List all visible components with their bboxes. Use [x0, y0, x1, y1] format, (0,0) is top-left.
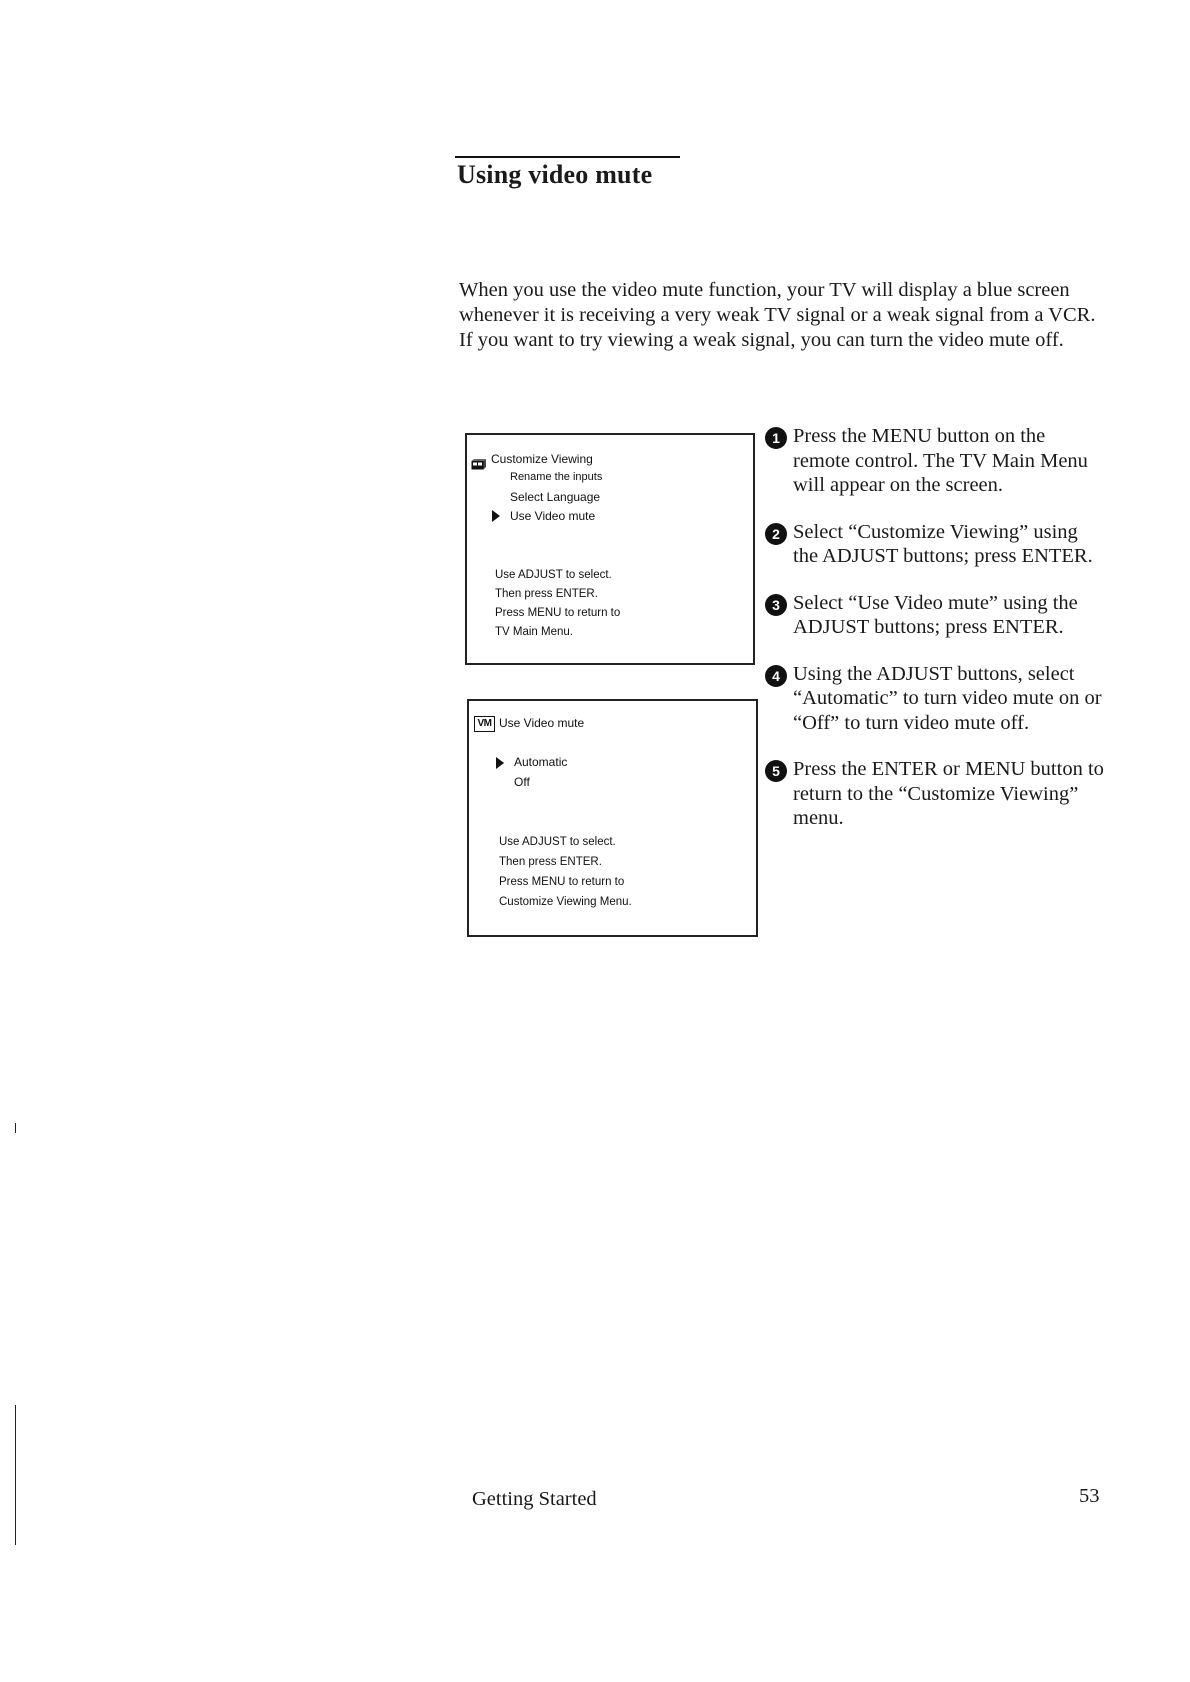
- osd-help-line: Press MENU to return to: [499, 876, 625, 888]
- step-list: [765, 424, 1105, 853]
- osd-header: Customize Viewing: [491, 452, 593, 466]
- selection-arrow-icon: [496, 757, 504, 769]
- step-number-icon: 2: [765, 523, 787, 545]
- selection-arrow-icon: [492, 510, 500, 522]
- step-text: Press the MENU button on the remote control. The TV Main Menu will appear on the screen.: [793, 425, 1088, 496]
- step-text: Select “Use Video mute” using the ADJUST buttons; press ENTER.: [793, 591, 1078, 638]
- step-number-icon: 4: [765, 665, 787, 687]
- osd-menu-item: Rename the inputs: [510, 471, 603, 483]
- video-mute-icon: VM: [474, 716, 495, 732]
- step-1: [765, 424, 1105, 498]
- step-text: Select “Customize Viewing” using the ADJUST buttons; press ENTER.: [793, 520, 1093, 567]
- osd-help-line: Then press ENTER.: [495, 588, 598, 600]
- step-number-icon: 5: [765, 760, 787, 782]
- osd-menu-item: Select Language: [510, 490, 601, 504]
- customize-icon: [471, 459, 486, 470]
- binding-edge-mark: [15, 1405, 16, 1545]
- osd-help-line: Use ADJUST to select.: [495, 569, 612, 581]
- binding-edge-mark: [15, 1124, 16, 1132]
- step-3: [765, 591, 1105, 640]
- osd-option-selected: Automatic: [514, 755, 568, 769]
- title-rule: [455, 156, 680, 158]
- osd-customize-viewing: [465, 433, 755, 665]
- step-text: Press the ENTER or MENU button to return to the “Customize Viewing” menu.: [793, 758, 1104, 829]
- step-number-icon: 1: [765, 427, 787, 449]
- osd-help-line: Then press ENTER.: [499, 856, 602, 868]
- step-2: [765, 520, 1105, 569]
- footer-section-name: Getting Started: [472, 1488, 597, 1510]
- osd-use-video-mute: [467, 699, 758, 937]
- step-5: [765, 757, 1105, 831]
- intro-paragraph: When you use the video mute function, your TV will display a blue screen whenever it is receiving a very weak TV signal or a weak signal from a VCR. If you want to try viewing a weak signal, you can turn the video mute off.: [459, 279, 1096, 351]
- osd-menu-item-selected: Use Video mute: [510, 509, 596, 523]
- section-title: Using video mute: [457, 160, 653, 189]
- osd-option: Off: [514, 775, 530, 789]
- osd-header: Use Video mute: [499, 716, 585, 730]
- page-number: 53: [1079, 1485, 1100, 1507]
- osd-help-line: Press MENU to return to: [495, 607, 621, 619]
- osd-help-line: Customize Viewing Menu.: [499, 896, 632, 908]
- osd-help-line: Use ADJUST to select.: [499, 836, 616, 848]
- step-text: Using the ADJUST buttons, select “Automatic” to turn video mute on or “Off” to turn video mute off.: [793, 662, 1102, 734]
- step-number-icon: 3: [765, 594, 787, 616]
- osd-help-line: TV Main Menu.: [495, 626, 573, 638]
- step-4: [765, 662, 1105, 736]
